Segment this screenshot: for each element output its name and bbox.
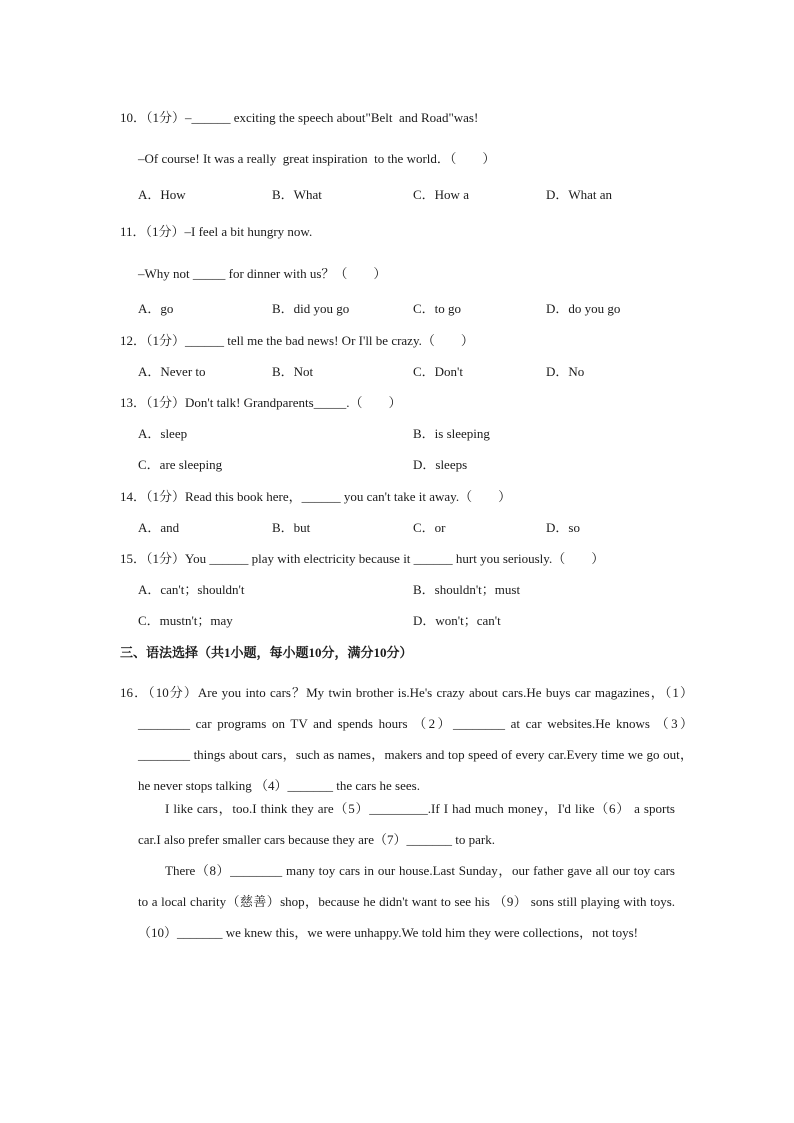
question-14-option-d: D．so <box>546 520 580 535</box>
question-14-option-b: B．but <box>272 520 311 535</box>
question-12-option-a: A．Never to <box>138 364 206 379</box>
question-11-option-a: A．go <box>138 301 174 316</box>
question-12-option-b: B．Not <box>272 364 314 379</box>
question-14-option-a: A．and <box>138 520 180 535</box>
question-10-reply: –Of course! It was a really great inspiration to the world．（ ） <box>138 151 496 166</box>
question-15-option-a: A．can't；shouldn't <box>138 582 245 597</box>
question-16-paragraph-1: 16．（10分）Are you into cars？My twin brother is.He's crazy about cars.He buys car magazines，（1）________ car programs on TV and spends hours （2）________ at car websites.He knows （3）________ things about cars，such as names，makers and top speed of every car.Every time we go out，he never stops talking （4）_______ the cars he sees. <box>120 685 693 793</box>
question-15-option-d: D．won't；can't <box>413 613 501 628</box>
question-14-option-c: C．or <box>413 520 446 535</box>
question-15-option-c: C．mustn't；may <box>138 613 233 628</box>
question-15-stem: 15．（1分）You ______ play with electricity because it ______ hurt you seriously.（ ） <box>120 551 605 566</box>
question-16-paragraph-3: There（8）________ many toy cars in our house.Last Sunday，our father gave all our toy cars to a local charity（慈善）shop，because he didn't want to see his （9） sons still playing with toys.（10）_______ we knew this，we were unhappy.We told him they were collections，not toys! <box>138 863 675 940</box>
question-11-reply: –Why not _____ for dinner with us？（ ） <box>138 266 387 281</box>
question-16-paragraph-2: I like cars，too.I think they are（5）_________.If I had much money，I'd like（6） a sports car.I also prefer smaller cars because they are（7）_______ to park. <box>138 801 675 847</box>
question-11-option-b: B．did you go <box>272 301 350 316</box>
question-11-option-c: C．to go <box>413 301 462 316</box>
question-10-option-a: A．How <box>138 187 186 202</box>
question-12-option-d: D．No <box>546 364 585 379</box>
question-14-stem: 14．（1分）Read this book here，______ you can't take it away.（ ） <box>120 489 512 504</box>
question-11-stem: 11．（1分）–I feel a bit hungry now. <box>120 224 313 239</box>
question-12-option-c: C．Don't <box>413 364 464 379</box>
question-10-option-b: B．What <box>272 187 322 202</box>
question-12-stem: 12．（1分）______ tell me the bad news! Or I'll be crazy.（ ） <box>120 333 474 348</box>
question-13-option-c: C．are sleeping <box>138 457 223 472</box>
question-13-option-b: B．is sleeping <box>413 426 490 441</box>
question-13-option-a: A．sleep <box>138 426 188 441</box>
question-10-option-c: C．How a <box>413 187 469 202</box>
question-13-stem: 13．（1分）Don't talk! Grandparents_____.（ ） <box>120 395 402 410</box>
section-3-heading: 三、语法选择（共1小题，每小题10分，满分10分） <box>120 645 413 660</box>
question-10-stem: 10．（1分）–______ exciting the speech about"Belt and Road"was! <box>120 110 479 125</box>
question-11-option-d: D．do you go <box>546 301 621 316</box>
question-15-option-b: B．shouldn't；must <box>413 582 521 597</box>
question-13-option-d: D．sleeps <box>413 457 468 472</box>
question-10-option-d: D．What an <box>546 187 613 202</box>
